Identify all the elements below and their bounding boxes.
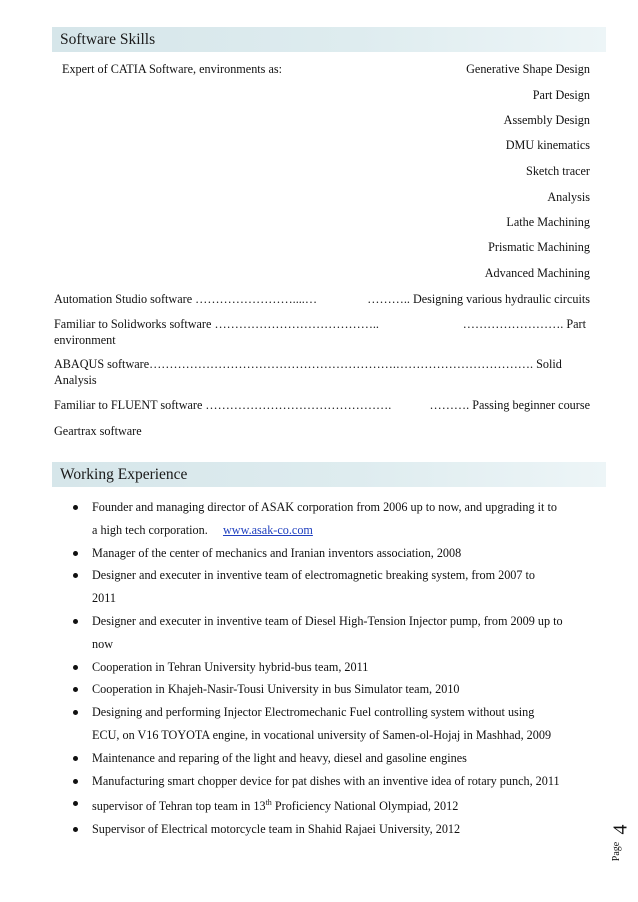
experience-text: 2011 — [92, 591, 116, 606]
fluent-name: Familiar to FLUENT software ………………………………………. — [54, 398, 392, 412]
geartrax-line: Geartrax software — [54, 424, 142, 438]
experience-item — [54, 610, 594, 656]
experience-item — [54, 770, 594, 793]
page-number: 4 — [609, 824, 632, 835]
catia-env-dmu-kinematics: DMU kinematics — [505, 138, 590, 152]
experience-text: Manufacturing smart chopper device for pat dishes with an inventive idea of rotary punch, 2011 — [92, 773, 560, 788]
experience-text: Manager of the center of mechanics and Iranian inventors association, 2008 — [92, 545, 462, 560]
experience-text: Supervisor of Electrical motorcycle team in Shahid Rajaei University, 2012 — [92, 822, 461, 837]
experience-text: ECU, on V16 TOYOTA engine, in vocational university of Samen-ol-Hojaj in Mashhad, 2009 — [92, 727, 552, 742]
solidworks-line — [54, 317, 590, 332]
catia-env-lathe-machining: Lathe Machining — [506, 215, 590, 229]
catia-env-analysis: Analysis — [547, 190, 590, 204]
fluent-desc: ………. Passing beginner course — [429, 398, 590, 412]
catia-env-assembly-design: Assembly Design — [503, 113, 590, 127]
solidworks-cont: environment — [54, 333, 116, 347]
experience-text: Designer and executer in inventive team of electromagnetic breaking system, from 2007 to — [92, 568, 535, 583]
experience-item — [54, 496, 594, 542]
catia-intro: Expert of CATIA Software, environments as: — [62, 62, 283, 76]
catia-env-sketch-tracer: Sketch tracer — [526, 164, 590, 178]
automation-studio-desc: ……….. Designing various hydraulic circuits — [367, 292, 590, 306]
experience-text: Cooperation in Khajeh-Nasir-Tousi University in bus Simulator team, 2010 — [92, 682, 460, 697]
experience-text: supervisor of Tehran top team in 13 — [92, 799, 266, 814]
experience-text: Cooperation in Tehran University hybrid-bus team, 2011 — [92, 659, 369, 674]
experience-text: Proficiency National Olympiad, 2012 — [271, 799, 459, 814]
working-experience-heading: Working Experience — [52, 462, 606, 487]
catia-env-advanced-machining: Advanced Machining — [484, 266, 590, 280]
experience-text: Founder and managing director of ASAK corporation from 2006 up to now, and upgrading it to — [92, 500, 557, 514]
experience-text: Designer and executer in inventive team of Diesel High-Tension Injector pump, from 2009 up to — [92, 613, 563, 628]
experience-item — [54, 818, 594, 841]
solidworks-desc: ……………………. Part — [462, 317, 586, 331]
page-label: Page — [611, 841, 623, 862]
catia-env-generative-shape-design: Generative Shape Design — [466, 62, 590, 76]
ordinal-suffix: th — [265, 798, 272, 808]
experience-item — [54, 792, 594, 818]
page-number-marker — [610, 818, 636, 864]
catia-env-part-design: Part Design — [532, 88, 590, 102]
automation-studio-line — [54, 292, 590, 307]
experience-text: Designing and performing Injector Electromechanic Fuel controlling system without using — [92, 705, 535, 720]
experience-text: now — [92, 636, 113, 651]
experience-text: a high tech corporation. — [92, 522, 208, 537]
experience-item — [54, 678, 594, 701]
asak-website-link[interactable]: www.asak-co.com — [222, 522, 313, 537]
experience-list — [54, 496, 594, 841]
experience-item — [54, 564, 594, 610]
experience-item — [54, 747, 594, 770]
software-skills-heading: Software Skills — [52, 27, 606, 52]
experience-item — [54, 542, 594, 565]
experience-item — [54, 701, 594, 747]
catia-env-prismatic-machining: Prismatic Machining — [488, 240, 590, 254]
abaqus-cont: Analysis — [54, 373, 97, 387]
fluent-line — [54, 398, 590, 413]
automation-studio-name: Automation Studio software ……………………....… — [54, 292, 318, 306]
experience-text: Maintenance and reparing of the light and heavy, diesel and gasoline engines — [92, 750, 467, 765]
experience-item — [54, 656, 594, 679]
solidworks-name: Familiar to Solidworks software ………………………………….. — [54, 317, 379, 331]
abaqus-line: ABAQUS software…………………………………………………….……………………………. Solid — [54, 357, 562, 371]
